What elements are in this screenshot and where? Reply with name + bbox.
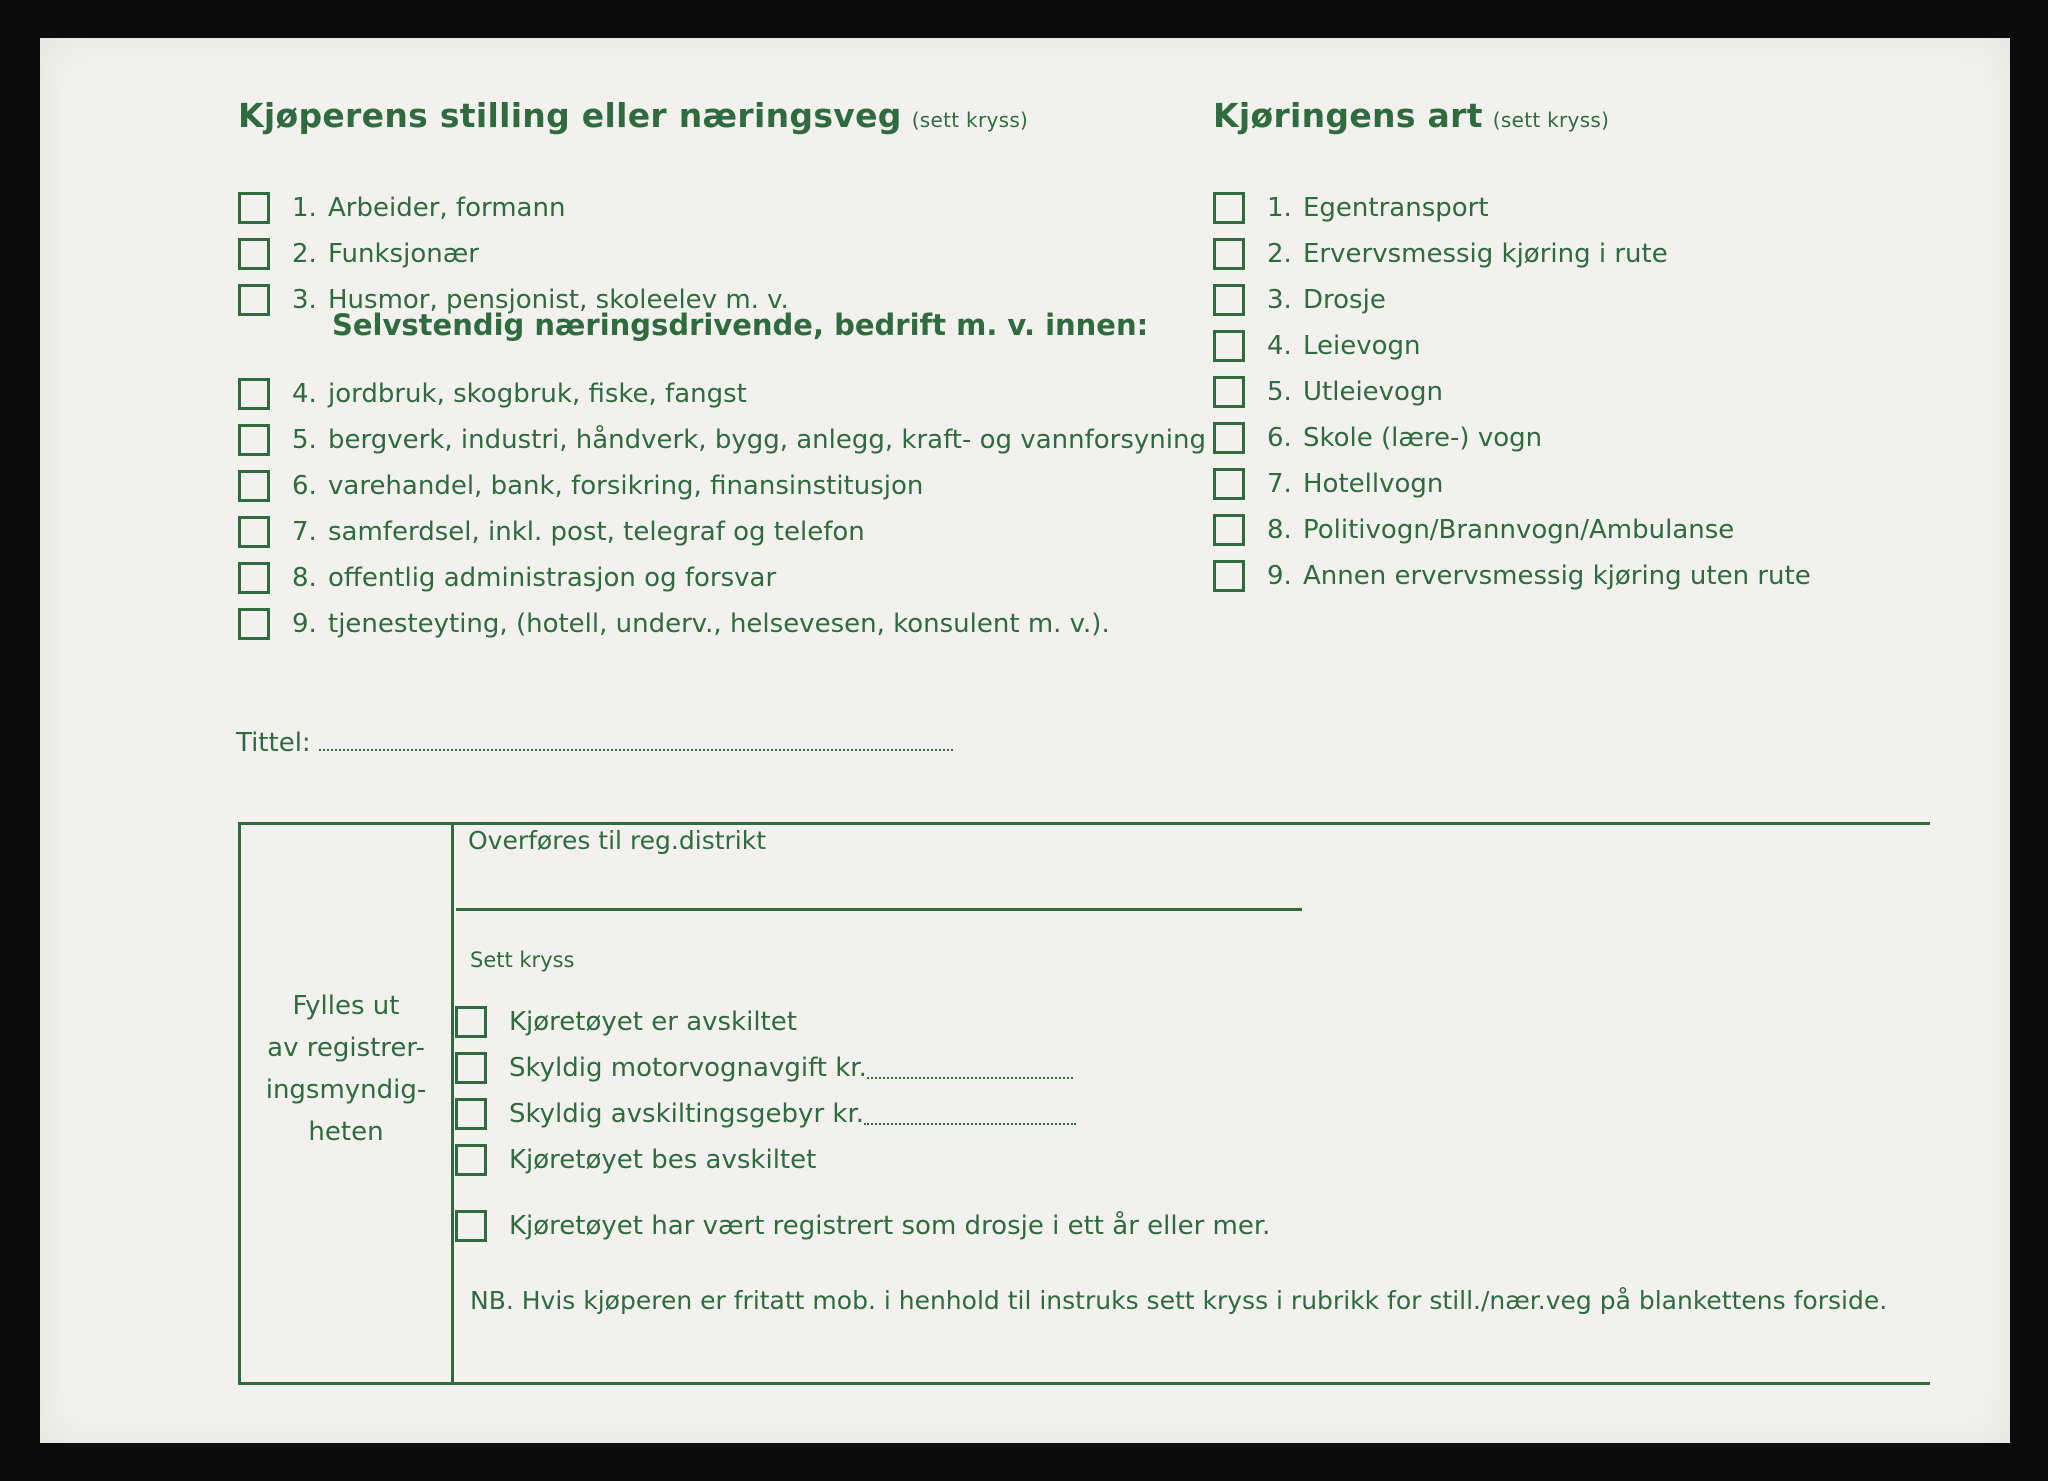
drosje-check-label: Kjøretøyet har vært registrert som drosje i ett år eller mer. [509,1211,1271,1241]
registry-side-label-line: Fylles ut [292,991,400,1021]
checkbox[interactable] [238,378,270,410]
registry-divider-rule [451,822,454,1384]
item-label: Kjøretøyet er avskiltet [509,1007,797,1037]
item-label: Husmor, pensjonist, skoleelev m. v. [328,285,789,315]
checkbox-row[interactable] [1213,234,1668,274]
checkbox-row[interactable] [1213,188,1489,228]
nb-note: NB. Hvis kjøperen er fritatt mob. i henhold til instruks sett kryss i rubrikk for still./nær.veg på blankettens forside. [470,1286,1888,1315]
checkbox-row[interactable] [455,1094,1076,1134]
checkbox-row[interactable] [238,374,747,414]
buyer-occupation-heading-note: (sett kryss) [911,108,1029,132]
title-dotted-line[interactable] [319,729,953,751]
item-label: Ervervsmessig kjøring i rute [1303,239,1668,269]
checkbox-row[interactable] [238,234,479,274]
checkbox-row[interactable] [1213,556,1811,596]
item-number: 6. [292,471,317,501]
checkbox[interactable] [455,1098,487,1130]
item-label: Kjøretøyet bes avskiltet [509,1145,817,1175]
transfer-district-line[interactable] [456,908,1302,911]
driving-type-heading-text: Kjøringens art [1213,96,1483,135]
title-label: Tittel: [236,728,311,758]
checkbox[interactable] [1213,422,1245,454]
item-number: 3. [1267,285,1292,315]
item-number: 9. [1267,561,1292,591]
item-label: Egentransport [1303,193,1489,223]
item-number: 7. [1267,469,1292,499]
buyer-occupation-heading [238,96,1028,135]
item-number: 9. [292,609,317,639]
checkbox[interactable] [238,516,270,548]
checkbox[interactable] [1213,192,1245,224]
item-label: Annen ervervsmessig kjøring uten rute [1303,561,1811,591]
checkbox-row[interactable] [1213,326,1421,366]
checkbox-row[interactable] [1213,418,1542,458]
registry-side-label [243,985,449,1153]
registry-side-label-line: ingsmyndig- [265,1075,427,1105]
self-employed-subheading: Selvstendig næringsdrivende, bedrift m. v. innen: [332,308,1149,342]
item-label: varehandel, bank, forsikring, finansinstitusjon [328,471,924,501]
checkbox[interactable] [238,238,270,270]
item-number: 4. [292,379,317,409]
item-label: Funksjonær [328,239,479,269]
checkbox-row[interactable] [455,1002,797,1042]
title-field[interactable] [236,728,953,758]
checkbox-row[interactable] [238,420,1206,460]
checkbox-row[interactable] [238,466,923,506]
sett-kryss-label: Sett kryss [470,948,575,972]
checkbox-row[interactable] [238,188,565,228]
item-number: 5. [1267,377,1292,407]
item-label: Utleievogn [1303,377,1443,407]
item-number: 1. [1267,193,1292,223]
checkbox[interactable] [455,1006,487,1038]
item-number: 3. [292,285,317,315]
registry-side-label-line: heten [308,1117,384,1147]
checkbox[interactable] [238,284,270,316]
checkbox-row[interactable] [455,1048,1073,1088]
checkbox-row[interactable] [1213,464,1443,504]
item-label: bergverk, industri, håndverk, bygg, anlegg, kraft- og vannforsyning [328,425,1206,455]
checkbox-row[interactable] [1213,510,1734,550]
item-label: Drosje [1303,285,1386,315]
checkbox-row[interactable] [1213,372,1443,412]
item-label: Skyldig motorvognavgift kr. [509,1053,867,1083]
item-label: samferdsel, inkl. post, telegraf og telefon [328,517,865,547]
item-number: 6. [1267,423,1292,453]
checkbox[interactable] [1213,468,1245,500]
registry-side-label-line: av registrer- [267,1033,425,1063]
checkbox-row[interactable] [238,558,776,598]
checkbox-row[interactable] [238,604,1110,644]
item-number: 2. [1267,239,1292,269]
checkbox[interactable] [238,424,270,456]
checkbox[interactable] [455,1144,487,1176]
checkbox-row[interactable] [1213,280,1386,320]
registry-left-rule [238,822,241,1384]
item-number: 2. [292,239,317,269]
checkbox[interactable] [1213,560,1245,592]
item-number: 5. [292,425,317,455]
driving-type-heading-note: (sett kryss) [1492,108,1610,132]
checkbox[interactable] [238,562,270,594]
registry-top-rule [238,822,1930,825]
item-number: 7. [292,517,317,547]
item-label: Arbeider, formann [328,193,566,223]
checkbox[interactable] [1213,376,1245,408]
checkbox[interactable] [238,608,270,640]
drosje-check-row[interactable] [455,1206,1270,1246]
checkbox-row[interactable] [238,512,865,552]
checkbox-row[interactable] [455,1140,816,1180]
checkbox[interactable] [238,192,270,224]
checkbox[interactable] [455,1052,487,1084]
item-number: 1. [292,193,317,223]
checkbox[interactable] [455,1210,487,1242]
item-label: offentlig administrasjon og forsvar [328,563,777,593]
item-number: 4. [1267,331,1292,361]
item-label: Leievogn [1303,331,1421,361]
item-number: 8. [1267,515,1292,545]
amount-dotted-line[interactable] [867,1057,1073,1079]
item-label: Skole (lære-) vogn [1303,423,1543,453]
checkbox[interactable] [1213,514,1245,546]
checkbox[interactable] [1213,284,1245,316]
amount-dotted-line[interactable] [864,1103,1076,1125]
item-label: Hotellvogn [1303,469,1444,499]
item-label: tjenesteyting, (hotell, underv., helsevesen, konsulent m. v.). [328,609,1110,639]
checkbox[interactable] [238,470,270,502]
transfer-district-label: Overføres til reg.distrikt [468,826,767,855]
driving-type-heading [1213,96,1609,135]
checkbox[interactable] [1213,330,1245,362]
registry-bottom-rule [238,1382,1930,1385]
buyer-occupation-heading-text: Kjøperens stilling eller næringsveg [238,96,902,135]
item-number: 8. [292,563,317,593]
item-label: Politivogn/Brannvogn/Ambulanse [1303,515,1735,545]
item-label: Skyldig avskiltingsgebyr kr. [509,1099,865,1129]
item-label: jordbruk, skogbruk, fiske, fangst [328,379,747,409]
form-card [40,38,2010,1443]
checkbox[interactable] [1213,238,1245,270]
